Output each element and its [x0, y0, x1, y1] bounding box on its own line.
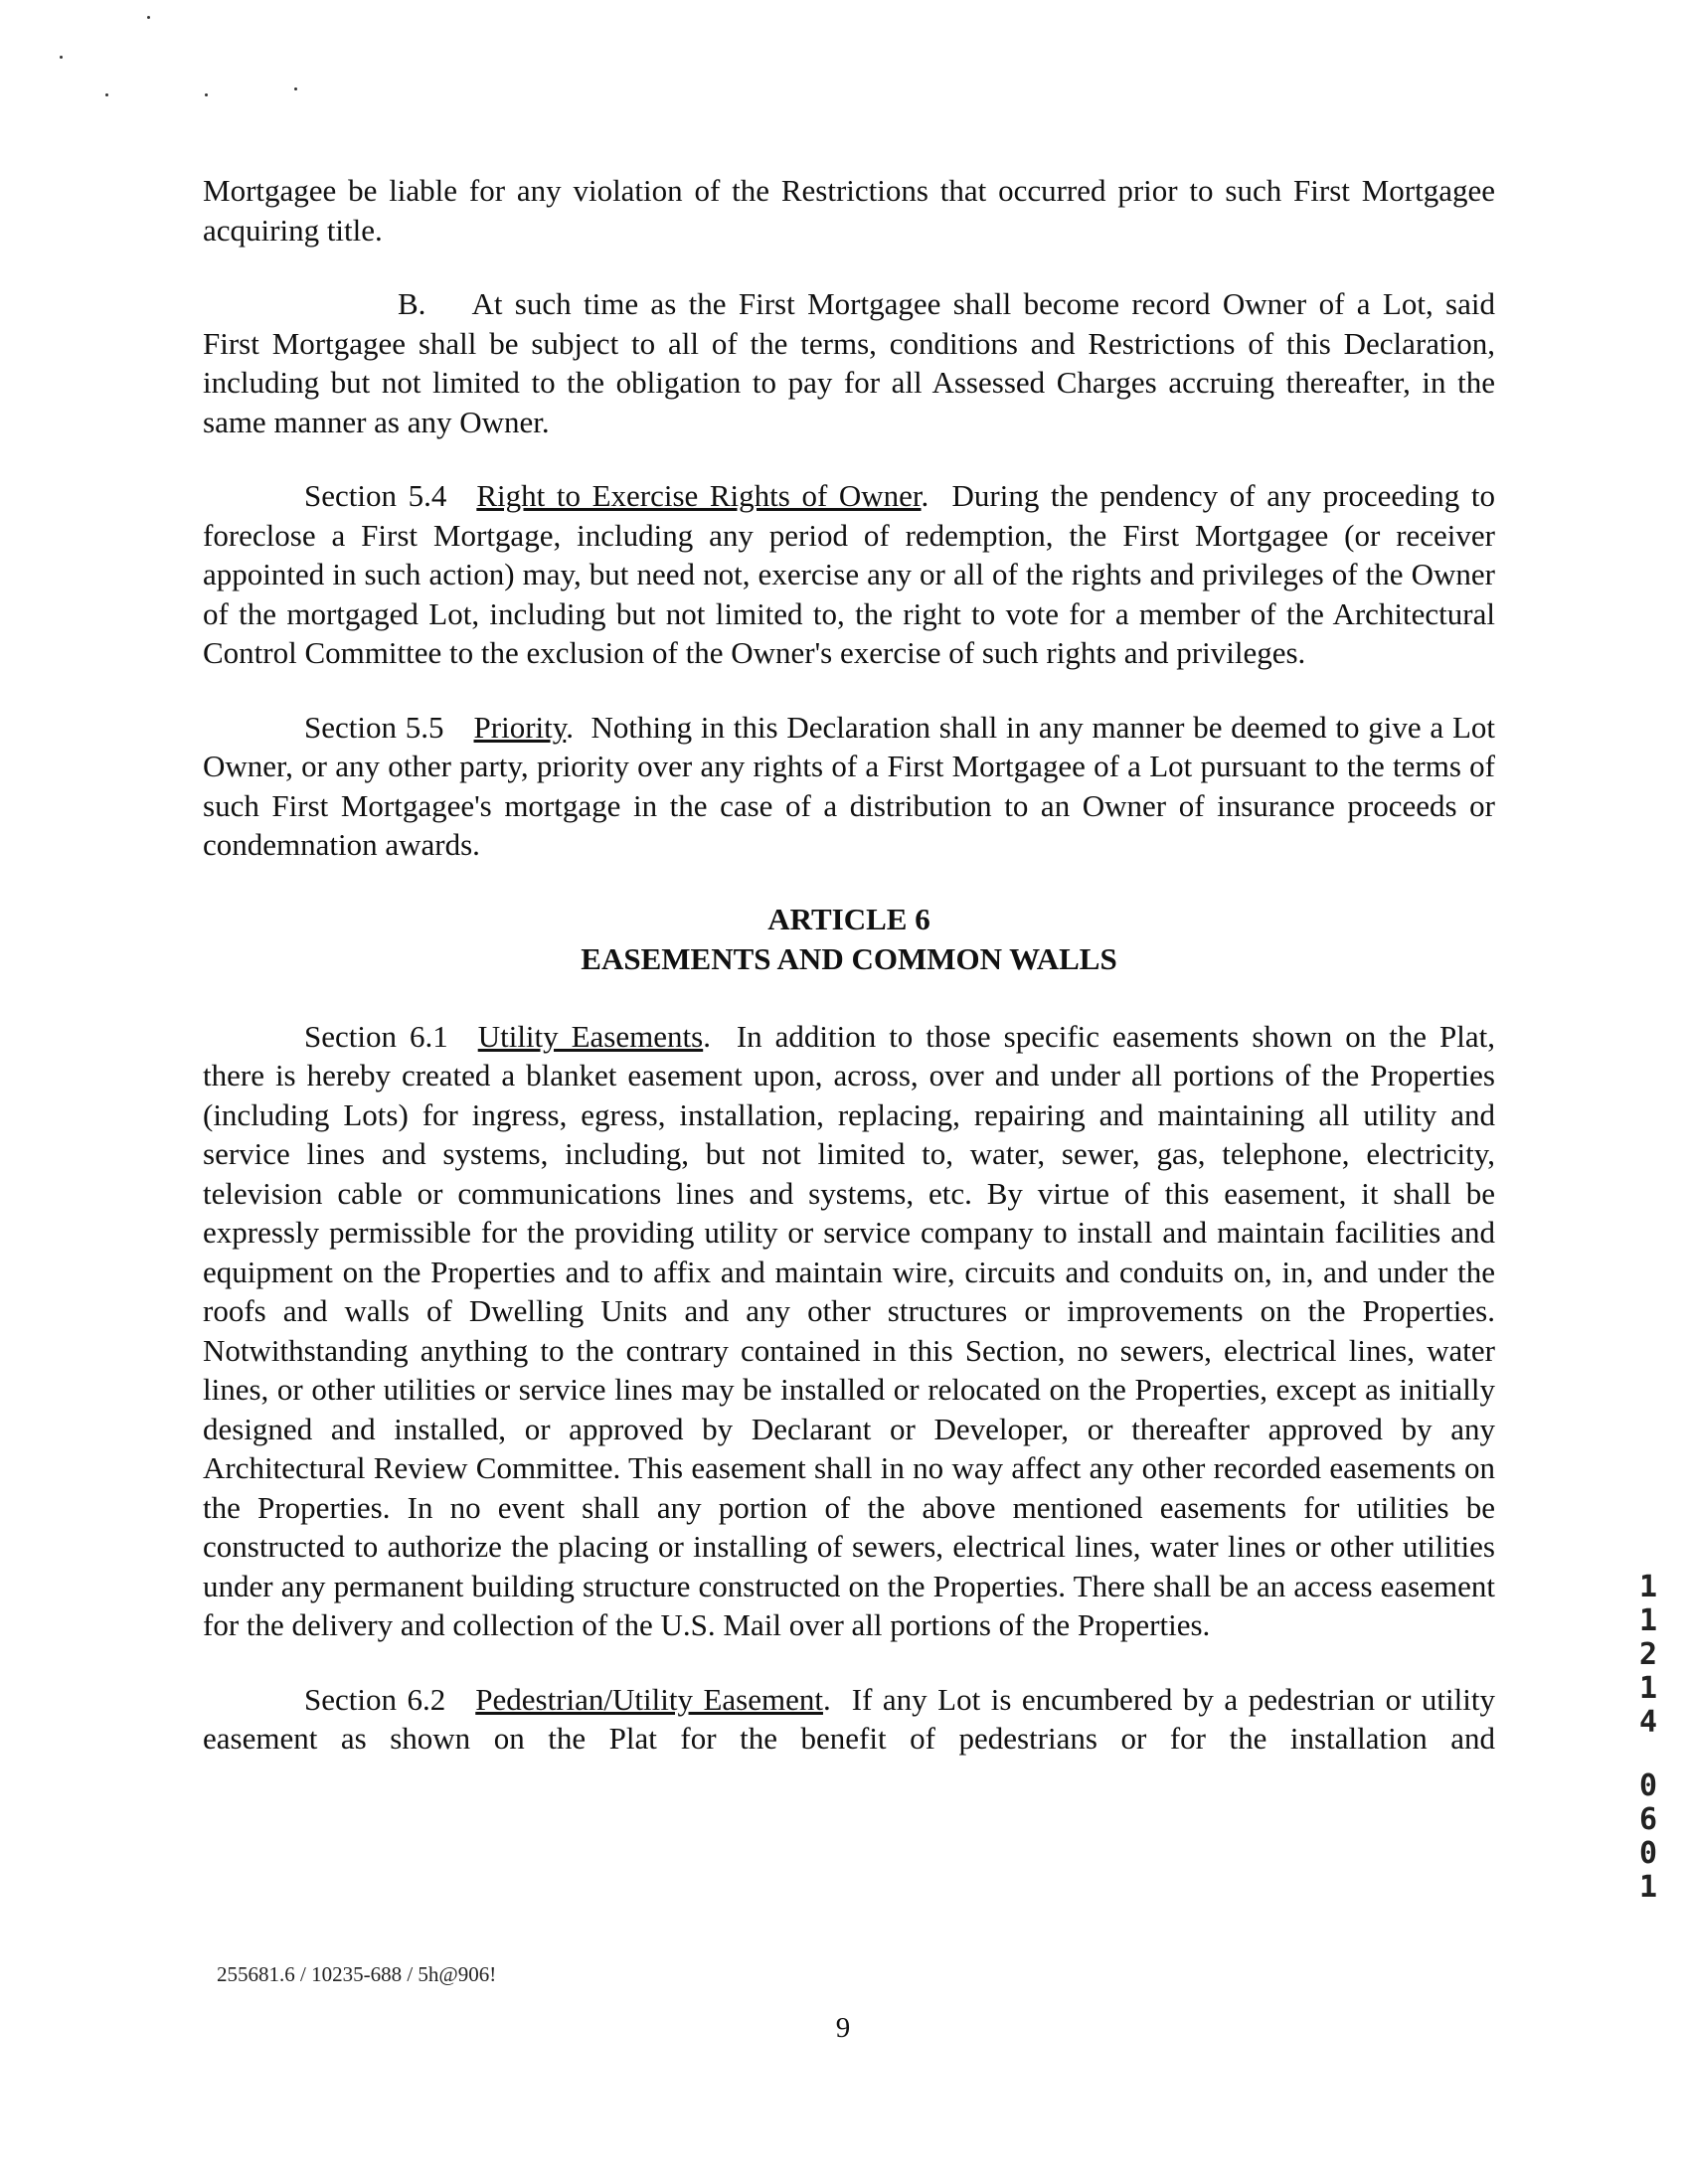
section-6-2-title: Pedestrian/Utility Easement: [475, 1681, 823, 1717]
recording-stamp: [1628, 1571, 1668, 1905]
section-5-5: Section 5.5 Priority. Nothing in this Declaration shall in any manner be deemed to give a Lot Owner, or any other party, priority over any rights of a First Mortgagee of a Lot pursuant to the terms of such First Mortgagee's mortgage in the case of a distribution to an Owner of insurance proceeds or condemnation awards.: [203, 709, 1495, 862]
section-5-5-text: Nothing in this Declaration shall in any manner be deemed to give a Lot Owner, or any other party, priority over any rights of a First Mortgagee of a Lot pursuant to the terms of such First Mortgagee's mortgage in the case of a distribution to an Owner of insurance proceeds or condemnation awards.: [203, 709, 1495, 862]
section-6-1: Section 6.1 Utility Easements. In addition to those specific easements shown on the Plat, there is hereby created a blanket easement upon, across, over and under all portions of the Properties (including Lots) for ingress, egress, installation, replacing, repairing and maintaining all utility and service lines and systems, including, but not limited to, water, sewer, gas, telephone, electricity, television cable or communications lines and systems, etc. By virtue of this easement, it shall be expressly permissible for the providing utility or service company to install and maintain facilities and equipment on the Properties and to affix and maintain wire, circuits and conduits on, in, and under the roofs and walls of Dwelling Units and any other structures or improvements on the Properties. Notwithstanding anything to the contrary contained in this Section, no sewers, electrical lines, water lines, or other utilities or service lines may be installed or relocated on the Properties, except as initially designed and installed, or approved by Declarant or Developer, or thereafter approved by any Architectural Review Committee. This easement shall in no way affect any other recorded easements on the Properties. In no event shall any portion of the above mentioned easements for utilities be constructed to authorize the placing or installing of sewers, electrical lines, water lines or other utilities under any permanent building structure constructed on the Properties. There shall be an access easement for the delivery and collection of the U.S. Mail over all portions of the Properties.: [203, 1018, 1495, 1642]
section-5-4: Section 5.4 Right to Exercise Rights of Owner. During the pendency of any proceeding to foreclose a First Mortgage, including any period of redemption, the First Mortgagee (or receiver appointed in such action) may, but need not, exercise any or all of the rights and privileges of the Owner of the mortgaged Lot, including but not limited to, the right to vote for a member of the Architectural Control Committee to the exclusion of the Owner's exercise of such rights and privileges.: [203, 478, 1495, 670]
paragraph-b-label: B.: [398, 286, 426, 321]
stamp-digit: 1: [1638, 1870, 1658, 1905]
paragraph-continuation: Mortgagee be liable for any violation of the Restrictions that occurred prior to such First Mortgagee acquiring title.: [203, 173, 1495, 248]
stamp-digit: 4: [1638, 1705, 1658, 1740]
section-5-4-label: Section 5.4: [304, 478, 447, 513]
paragraph-b: [203, 284, 1495, 441]
stamp-digit: 0: [1638, 1836, 1658, 1871]
section-6-2-text: If any Lot is encumbered by a pedestrian or utility easement as shown on the Plat for the benefit of pedestrians or for the installation and: [203, 1681, 1495, 1756]
section-6-1-text: In addition to those specific easements shown on the Plat, there is hereby created a blanket easement upon, across, over and under all portions of the Properties (including Lots) for ingress, egress, installation, replacing, repairing and maintaining all utility and service lines and systems, including, but not limited to, water, sewer, gas, telephone, electricity, television cable or communications lines and systems, etc. By virtue of this easement, it shall be expressly permissible for the providing utility or service company to install and maintain facilities and equipment on the Properties and to affix and maintain wire, circuits and conduits on, in, and under the roofs and walls of Dwelling Units and any other structures or improvements on the Properties. Notwithstanding anything to the contrary contained in this Section, no sewers, electrical lines, water lines, or other utilities or service lines may be installed or relocated on the Properties, except as initially designed and installed, or approved by Declarant or Developer, or thereafter approved by any Architectural Review Committee. This easement shall in no way affect any other recorded easements on the Properties. In no event shall any portion of the above mentioned easements for utilities be constructed to authorize the placing or installing of sewers, electrical lines, water lines or other utilities under any permanent building structure constructed on the Properties. There shall be an access easement for the delivery and collection of the U.S. Mail over all portions of the Properties.: [203, 1018, 1495, 1642]
scan-speck: [105, 93, 108, 96]
scan-speck: [147, 16, 150, 19]
section-5-4-title: Right to Exercise Rights of Owner: [476, 478, 922, 513]
page-number: 9: [835, 2012, 851, 2044]
section-5-4-text: During the pendency of any proceeding to foreclose a First Mortgage, including any period of redemption, the First Mortgagee (or receiver appointed in such action) may, but need not, exercise any or all of the rights and privileges of the Owner of the mortgaged Lot, including but not limited to, the right to vote for a member of the Architectural Control Committee to the exclusion of the Owner's exercise of such rights and privileges.: [203, 478, 1495, 670]
document-id-footer: 255681.6 / 10235-688 / 5h@906!: [217, 1962, 497, 1986]
scan-speck: [60, 56, 63, 59]
paragraph-b-text: At such time as the First Mortgagee shall become record Owner of a Lot, said First Mortgagee shall be subject to all of the terms, conditions and Restrictions of this Declaration, including but not limited to the obligation to pay for all Assessed Charges accruing thereafter, in the same manner as any Owner.: [203, 286, 1495, 439]
stamp-digit: 1: [1638, 1603, 1658, 1638]
section-5-5-title: Priority: [473, 709, 567, 745]
section-6-1-title: Utility Easements: [477, 1018, 704, 1054]
stamp-digit: 1: [1638, 1570, 1658, 1604]
section-6-2-label: Section 6.2: [304, 1681, 446, 1717]
article-number: ARTICLE 6: [767, 901, 930, 936]
section-5-5-label: Section 5.5: [304, 709, 444, 745]
document-body: [203, 171, 1495, 1793]
stamp-digit: 2: [1638, 1637, 1658, 1672]
stamp-digit: 0: [1638, 1768, 1658, 1803]
stamp-digit: 1: [1638, 1671, 1658, 1706]
article-heading: [203, 900, 1495, 979]
scan-speck: [294, 87, 297, 90]
section-6-2: Section 6.2 Pedestrian/Utility Easement. If any Lot is encumbered by a pedestrian or utility easement as shown on the Plat for the benefit of pedestrians or for the installation and: [203, 1681, 1495, 1756]
scan-speck: [205, 93, 208, 96]
section-6-1-label: Section 6.1: [304, 1018, 448, 1054]
article-title: EASEMENTS AND COMMON WALLS: [581, 940, 1117, 976]
stamp-digit: 6: [1638, 1802, 1658, 1837]
